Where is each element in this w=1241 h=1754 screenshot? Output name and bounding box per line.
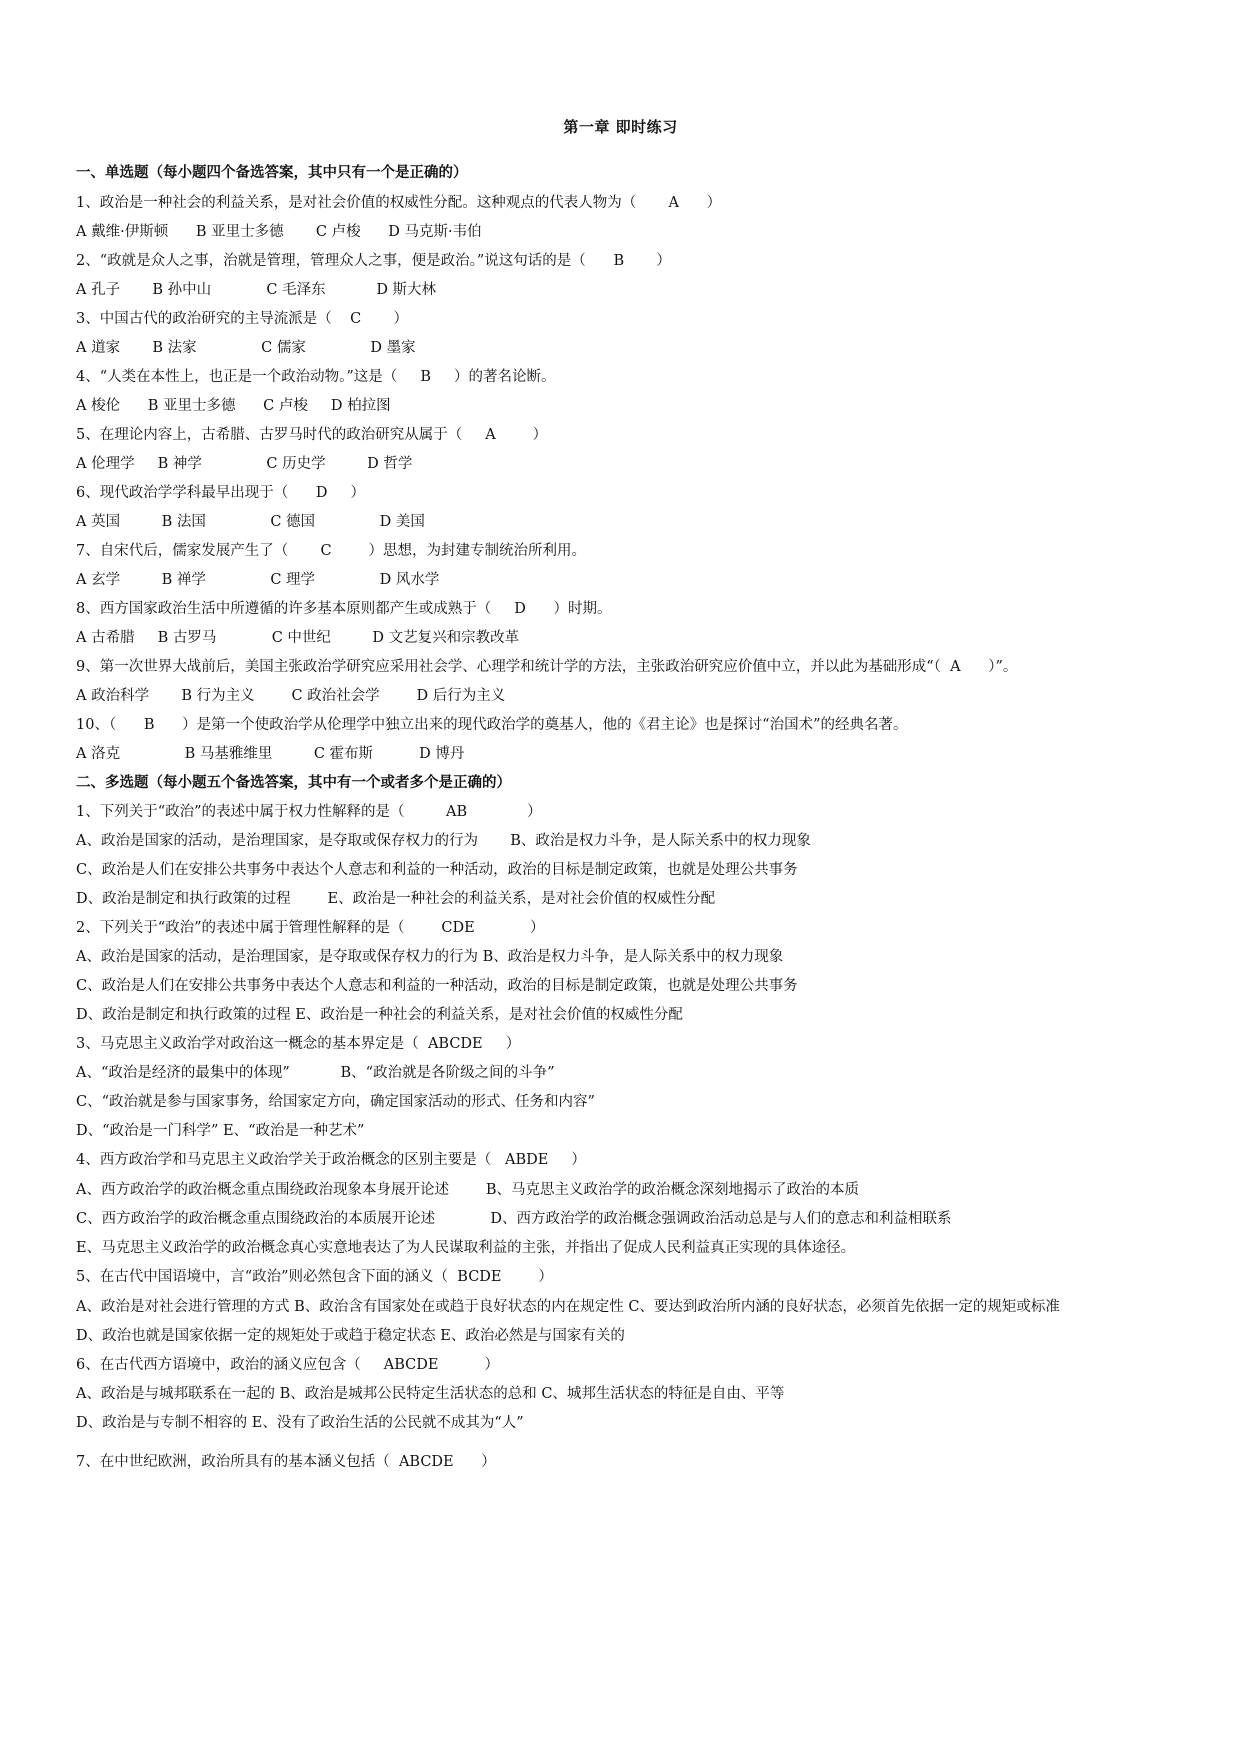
page-title: 第一章 即时练习 — [563, 118, 678, 136]
text-line: 8、西方国家政治生活中所遵循的许多基本原则都产生或成熟于（ D ）时期。 — [76, 601, 612, 617]
section-heading: 二、多选题（每小题五个备选答案，其中有一个或者多个是正确的） — [76, 774, 511, 791]
text-line: A 戴维·伊斯顿 B 亚里士多德 C 卢梭 D 马克斯·韦伯 — [76, 224, 482, 240]
text-line: 6、现代政治学学科最早出现于（ D ） — [76, 485, 366, 501]
text-line: A 伦理学 B 神学 C 历史学 D 哲学 — [76, 456, 413, 472]
text-line: 9、第一次世界大战前后，美国主张政治学研究应采用社会学、心理学和统计学的方法，主张政治研究应价值中立，并以此为基础形成“（ A ）”。 — [76, 659, 1018, 675]
text-line: 6、在古代西方语境中，政治的涵义应包含（ ABCDE ） — [76, 1357, 500, 1373]
text-line: 1、政治是一种社会的利益关系，是对社会价值的权威性分配。这种观点的代表人物为（ A ） — [76, 195, 722, 211]
text-line: A 孔子 B 孙中山 C 毛泽东 D 斯大林 — [76, 282, 437, 298]
text-line: D、“政治是一门科学” E、“政治是一种艺术” — [76, 1123, 365, 1139]
text-line: C、政治是人们在安排公共事务中表达个人意志和利益的一种活动，政治的目标是制定政策，也就是处理公共事务 — [76, 862, 798, 878]
text-line: 4、“人类在本性上，也正是一个政治动物。”这是（ B ）的著名论断。 — [76, 369, 556, 385]
text-line: C、西方政治学的政治概念重点围绕政治的本质展开论述 D、西方政治学的政治概念强调政治活动总是与人们的意志和利益相联系 — [76, 1211, 952, 1227]
text-line: A 洛克 B 马基雅维里 C 霍布斯 D 博丹 — [76, 746, 465, 762]
text-line: A、“政治是经济的最集中的体现” B、“政治就是各阶级之间的斗争” — [76, 1065, 555, 1081]
text-line: 2、“政就是众人之事，治就是管理，管理众人之事，便是政治。”说这句话的是（ B ） — [76, 253, 671, 269]
text-line: A 玄学 B 禅学 C 理学 D 风水学 — [76, 572, 440, 588]
text-line: A 道家 B 法家 C 儒家 D 墨家 — [76, 340, 416, 356]
text-line: 5、在理论内容上，古希腊、古罗马时代的政治研究从属于（ A ） — [76, 427, 548, 443]
text-line: A、西方政治学的政治概念重点围绕政治现象本身展开论述 B、马克思主义政治学的政治概念深刻地揭示了政治的本质 — [76, 1182, 859, 1198]
text-line: A 英国 B 法国 C 德国 D 美国 — [76, 514, 425, 530]
text-line: 4、西方政治学和马克思主义政治学关于政治概念的区别主要是（ ABDE ） — [76, 1152, 586, 1168]
text-line: C、政治是人们在安排公共事务中表达个人意志和利益的一种活动，政治的目标是制定政策，也就是处理公共事务 — [76, 978, 798, 994]
text-line: E、马克思主义政治学的政治概念真心实意地表达了为人民谋取利益的主张，并指出了促成人民利益真正实现的具体途径。 — [76, 1240, 856, 1256]
text-line: A、政治是国家的活动，是治理国家，是夺取或保存权力的行为 B、政治是权力斗争，是人际关系中的权力现象 — [76, 949, 784, 965]
text-line: 1、下列关于“政治”的表述中属于权力性解释的是（ AB ） — [76, 804, 542, 820]
text-line: 10、（ B ）是第一个使政治学从伦理学中独立出来的现代政治学的奠基人，他的《君主论》也是探讨“治国术”的经典名著。 — [76, 717, 908, 733]
text-line: A、政治是国家的活动，是治理国家，是夺取或保存权力的行为 B、政治是权力斗争，是人际关系中的权力现象 — [76, 833, 811, 849]
text-line: A 梭伦 B 亚里士多德 C 卢梭 D 柏拉图 — [76, 398, 391, 414]
text-line: D、政治也就是国家依据一定的规矩处于或趋于稳定状态 E、政治必然是与国家有关的 — [76, 1328, 625, 1344]
text-line: A、政治是与城邦联系在一起的 B、政治是城邦公民特定生活状态的总和 C、城邦生活状态的特征是自由、平等 — [76, 1386, 785, 1402]
text-line: 5、在古代中国语境中，言“政治”则必然包含下面的涵义（ BCDE ） — [76, 1269, 553, 1285]
text-line: A、政治是对社会进行管理的方式 B、政治含有国家处在或趋于良好状态的内在规定性 C、要达到政治所内涵的良好状态，必须首先依据一定的规矩或标准 — [76, 1299, 1060, 1315]
text-line: 2、下列关于“政治”的表述中属于管理性解释的是（ CDE ） — [76, 920, 545, 936]
text-line: 3、中国古代的政治研究的主导流派是（ C ） — [76, 311, 409, 327]
text-line: D、政治是制定和执行政策的过程 E、政治是一种社会的利益关系，是对社会价值的权威性分配 — [76, 891, 716, 907]
text-line: D、政治是与专制不相容的 E、没有了政治生活的公民就不成其为“人” — [76, 1415, 524, 1431]
text-line: D、政治是制定和执行政策的过程 E、政治是一种社会的利益关系，是对社会价值的权威性分配 — [76, 1007, 683, 1023]
section-heading: 一、单选题（每小题四个备选答案，其中只有一个是正确的） — [76, 164, 468, 181]
text-line: 7、自宋代后，儒家发展产生了（ C ）思想，为封建专制统治所利用。 — [76, 543, 586, 559]
text-line: 7、在中世纪欧洲，政治所具有的基本涵义包括（ ABCDE ） — [76, 1454, 496, 1470]
text-line: C、“政治就是参与国家事务，给国家定方向，确定国家活动的形式、任务和内容” — [76, 1094, 595, 1110]
text-line: A 古希腊 B 古罗马 C 中世纪 D 文艺复兴和宗教改革 — [76, 630, 520, 646]
text-line: 3、马克思主义政治学对政治这一概念的基本界定是（ ABCDE ） — [76, 1036, 521, 1052]
text-line: A 政治科学 B 行为主义 C 政治社会学 D 后行为主义 — [76, 688, 506, 704]
